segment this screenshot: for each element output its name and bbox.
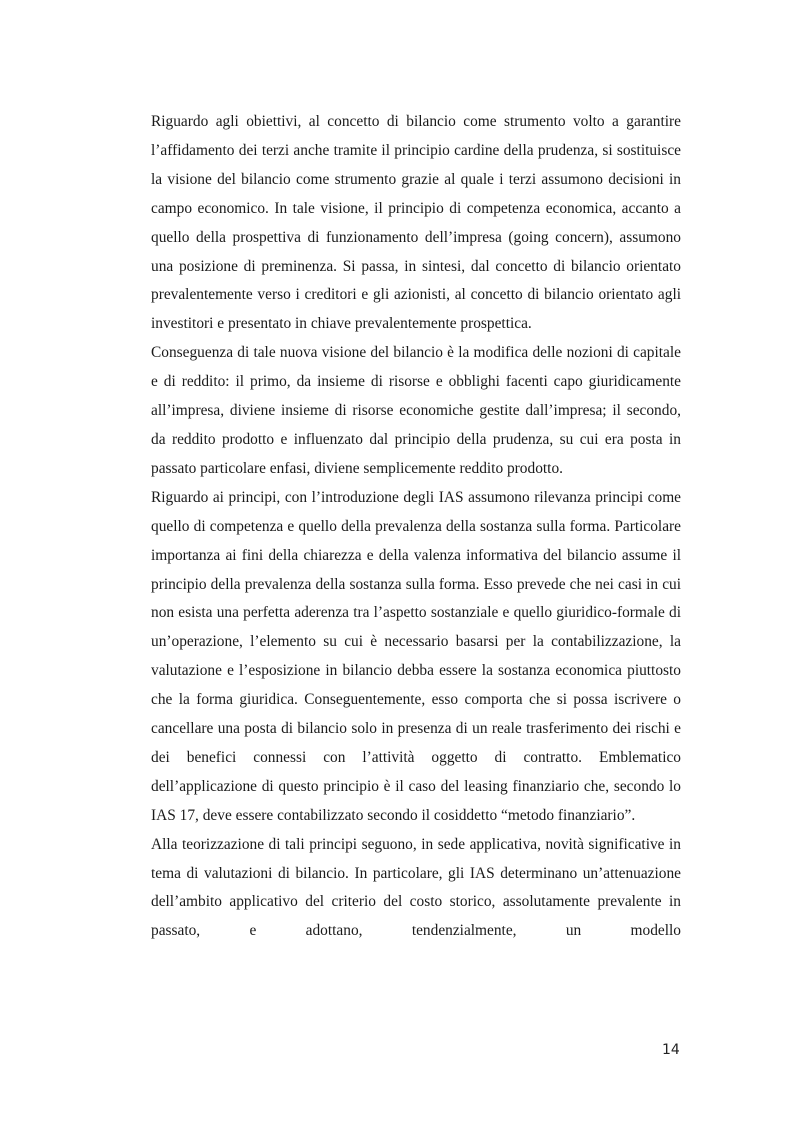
paragraph-consequences: Conseguenza di tale nuova visione del bilancio è la modifica delle nozioni di capitale e di reddito: il primo, da insieme di risorse e obblighi facenti capo giuridicamente all’impresa, diviene insieme di risorse economiche gestite dall’impresa; il secondo, da reddito prodotto e influenzato dal principio della prudenza, su cui era posta in passato particolare enfasi, diviene semplicemente reddito prodotto. — [151, 344, 681, 477]
paragraph-valuations: Alla teorizzazione di tali principi seguono, in sede applicativa, novità significative in tema di valutazioni di bilancio. In particolare, gli IAS determinano un’attenuazione dell’ambito applicativo del criterio del costo storico, assolutamente prevalente in passato, e adottano, tendenzialmente, un modello — [151, 835, 681, 940]
paragraph-objectives: Riguardo agli obiettivi, al concetto di bilancio come strumento volto a garantire l’affidamento dei terzi anche tramite il principio cardine della prudenza, si sostituisce la visione del bilancio come strumento grazie al quale i terzi assumono decisioni in campo economico. In tale visione, il principio di competenza economica, accanto a quello della prospettiva di funzionamento dell’impresa (going concern), assumono una posizione di preminenza. Si passa, in sintesi, dal concetto di bilancio orientato prevalentemente verso i creditori e gli azionisti, al concetto di bilancio orientato agli investitori e presentato in chiave prevalentemente prospettica. — [151, 113, 681, 333]
paragraph-principles: Riguardo ai principi, con l’introduzione degli IAS assumono rilevanza principi come quello di competenza e quello della prevalenza della sostanza sulla forma. Particolare importanza ai fini della chiarezza e della valenza informativa del bilancio assume il principio della prevalenza della sostanza sulla forma. Esso prevede che nei casi in cui non esista una perfetta aderenza tra l’aspetto sostanziale e quello giuridico-formale di un’operazione, l’elemento su cui è necessario basarsi per la contabilizzazione, la valutazione e l’esposizione in bilancio debba essere la sostanza economica piuttosto che la forma giuridica. Conseguentemente, esso comporta che si possa iscrivere o cancellare una posta di bilancio solo in presenza di un reale trasferimento dei rischi e dei benefici connessi con l’attività oggetto di contratto. Emblematico dell’applicazione di questo principio è il caso del leasing finanziario che, secondo lo IAS 17, deve essere contabilizzato secondo il cosiddetto “metodo finanziario”. — [151, 488, 681, 824]
body-text — [151, 108, 681, 946]
page-number: 14 — [662, 1042, 680, 1058]
